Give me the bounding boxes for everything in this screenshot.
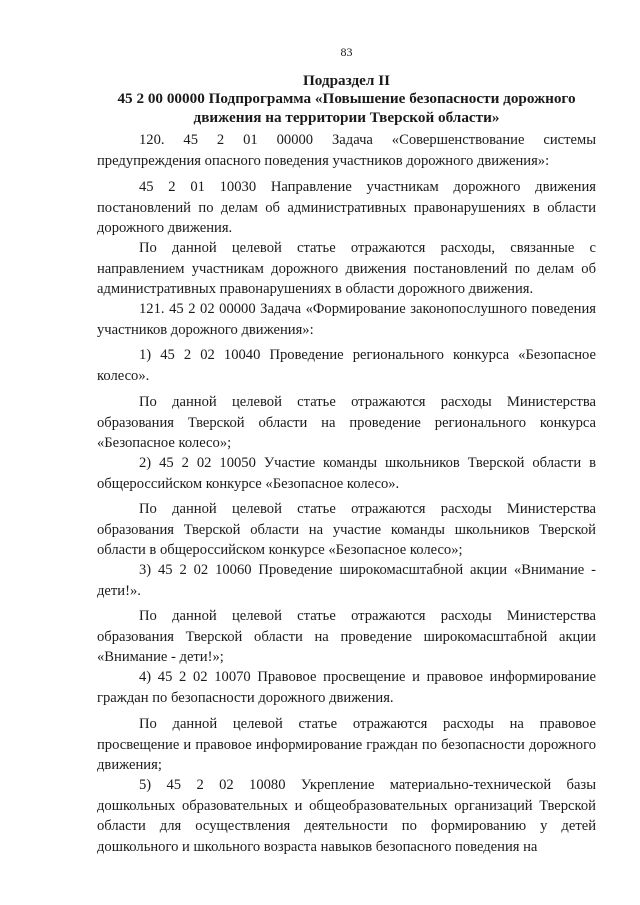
paragraph: 3) 45 2 02 10060 Проведение широкомасштабной акции «Внимание - дети!». <box>97 562 596 599</box>
paragraph: 5) 45 2 02 10080 Укрепление материально-технической базы дошкольных образовательных и общеобразовательных организаций Тверской области для осуществления деятельности по формированию у детей дошкольного и школьного возраста навыков безопасного поведения на <box>97 777 596 855</box>
paragraph: 4) 45 2 02 10070 Правовое просвещение и правовое информирование граждан по безопасности дорожного движения. <box>97 669 596 706</box>
paragraph: По данной целевой статье отражаются расходы Министерства образования Тверской области на участие команды школьников Тверской области в общероссийском конкурсе «Безопасное колесо»; <box>97 501 596 559</box>
subsection-heading: 45 2 00 00000 Подпрограмма «Повышение безопасности дорожного движения на территории Тверской области» <box>117 90 576 126</box>
subsection-title: Подраздел II <box>302 72 391 89</box>
paragraph: 120. 45 2 01 00000 Задача «Совершенствование системы предупреждения опасного поведения участников дорожного движения»: <box>97 132 596 169</box>
paragraph: По данной целевой статье отражаются расходы, связанные с направлением участникам дорожного движения постановлений по делам об административных правонарушениях в области дорожного движения. <box>97 240 596 298</box>
paragraph: 1) 45 2 02 10040 Проведение регионального конкурса «Безопасное колесо». <box>97 347 596 384</box>
paragraph: По данной целевой статье отражаются расходы на правовое просвещение и правовое информирование граждан по безопасности дорожного движения; <box>97 716 596 774</box>
paragraph: По данной целевой статье отражаются расходы Министерства образования Тверской области на проведение широкомасштабной акции «Внимание - дети!»; <box>97 608 596 666</box>
page-number: 83 <box>340 45 353 59</box>
paragraph: 121. 45 2 02 00000 Задача «Формирование законопослушного поведения участников дорожного движения»: <box>97 301 596 338</box>
paragraph: По данной целевой статье отражаются расходы Министерства образования Тверской области на проведение регионального конкурса «Безопасное колесо»; <box>97 394 596 452</box>
paragraph: 2) 45 2 02 10050 Участие команды школьников Тверской области в общероссийском конкурсе «Безопасное колесо». <box>97 455 596 492</box>
paragraph: 45 2 01 10030 Направление участникам дорожного движения постановлений по делам об административных правонарушениях в области дорожного движения. <box>97 179 596 237</box>
